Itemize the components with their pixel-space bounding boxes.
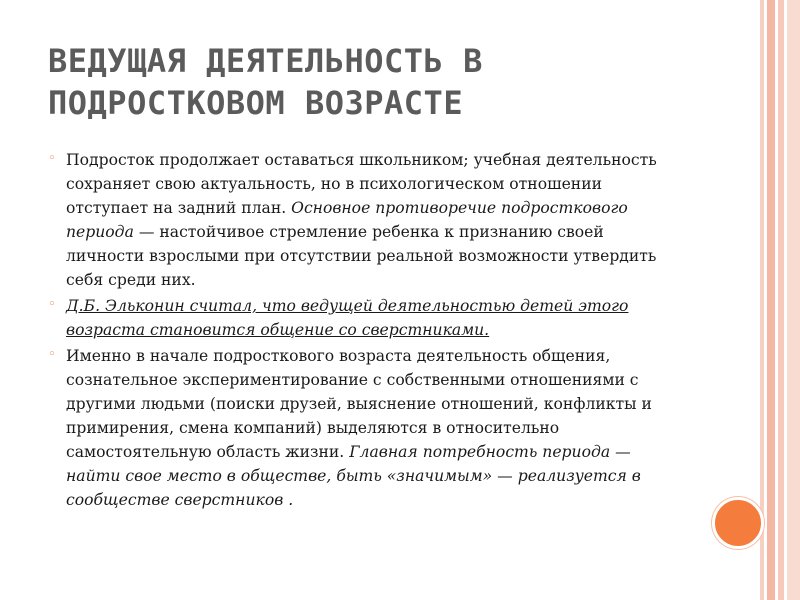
item-italic-text: Основное противоречие подросткового периода <box>66 199 628 241</box>
slide-title: ВЕДУЩАЯ ДЕЯТЕЛЬНОСТЬ В ПОДРОСТКОВОМ ВОЗРАСТЕ <box>48 42 483 122</box>
stripe <box>767 0 775 600</box>
item-text-continued: — настойчивое стремление ребенка к признанию своей личности взрослыми при отсутствии реальной возможности утвердить себя среди них. <box>66 223 657 289</box>
list-item <box>46 294 676 342</box>
item-italic-underlined-text: Д.Б. Эльконин считал, что ведущей деятельностью детей этого возраста становится общение со сверстниками. <box>66 297 629 339</box>
decorative-orange-circle <box>712 497 764 549</box>
bullet-icon: ◦ <box>48 297 56 312</box>
bullet-icon: ◦ <box>48 151 56 166</box>
stripe <box>778 0 784 600</box>
item-italic-text: Главная потребность периода — найти свое место в обществе, быть «значимым» — реализуется в сообществе сверстников . <box>66 443 641 509</box>
list-item <box>46 344 676 512</box>
bullet-list <box>46 148 676 512</box>
stripe <box>787 0 800 600</box>
decorative-stripes <box>760 0 800 600</box>
bullet-icon: ◦ <box>48 347 56 362</box>
list-item <box>46 148 676 292</box>
item-text: Именно в начале подросткового возраста деятельность общения, сознательное экспериментирование с собственными отношениями с другими людьми (поиски друзей, выяснение отношений, конфликты и примирения, смена компаний) выделяются в относительно самостоятельную область жизни. <box>66 347 652 461</box>
item-text: Подросток продолжает оставаться школьником; учебная деятельность сохраняет свою актуальность, но в психологическом отношении отступает на задний план. <box>66 151 657 217</box>
